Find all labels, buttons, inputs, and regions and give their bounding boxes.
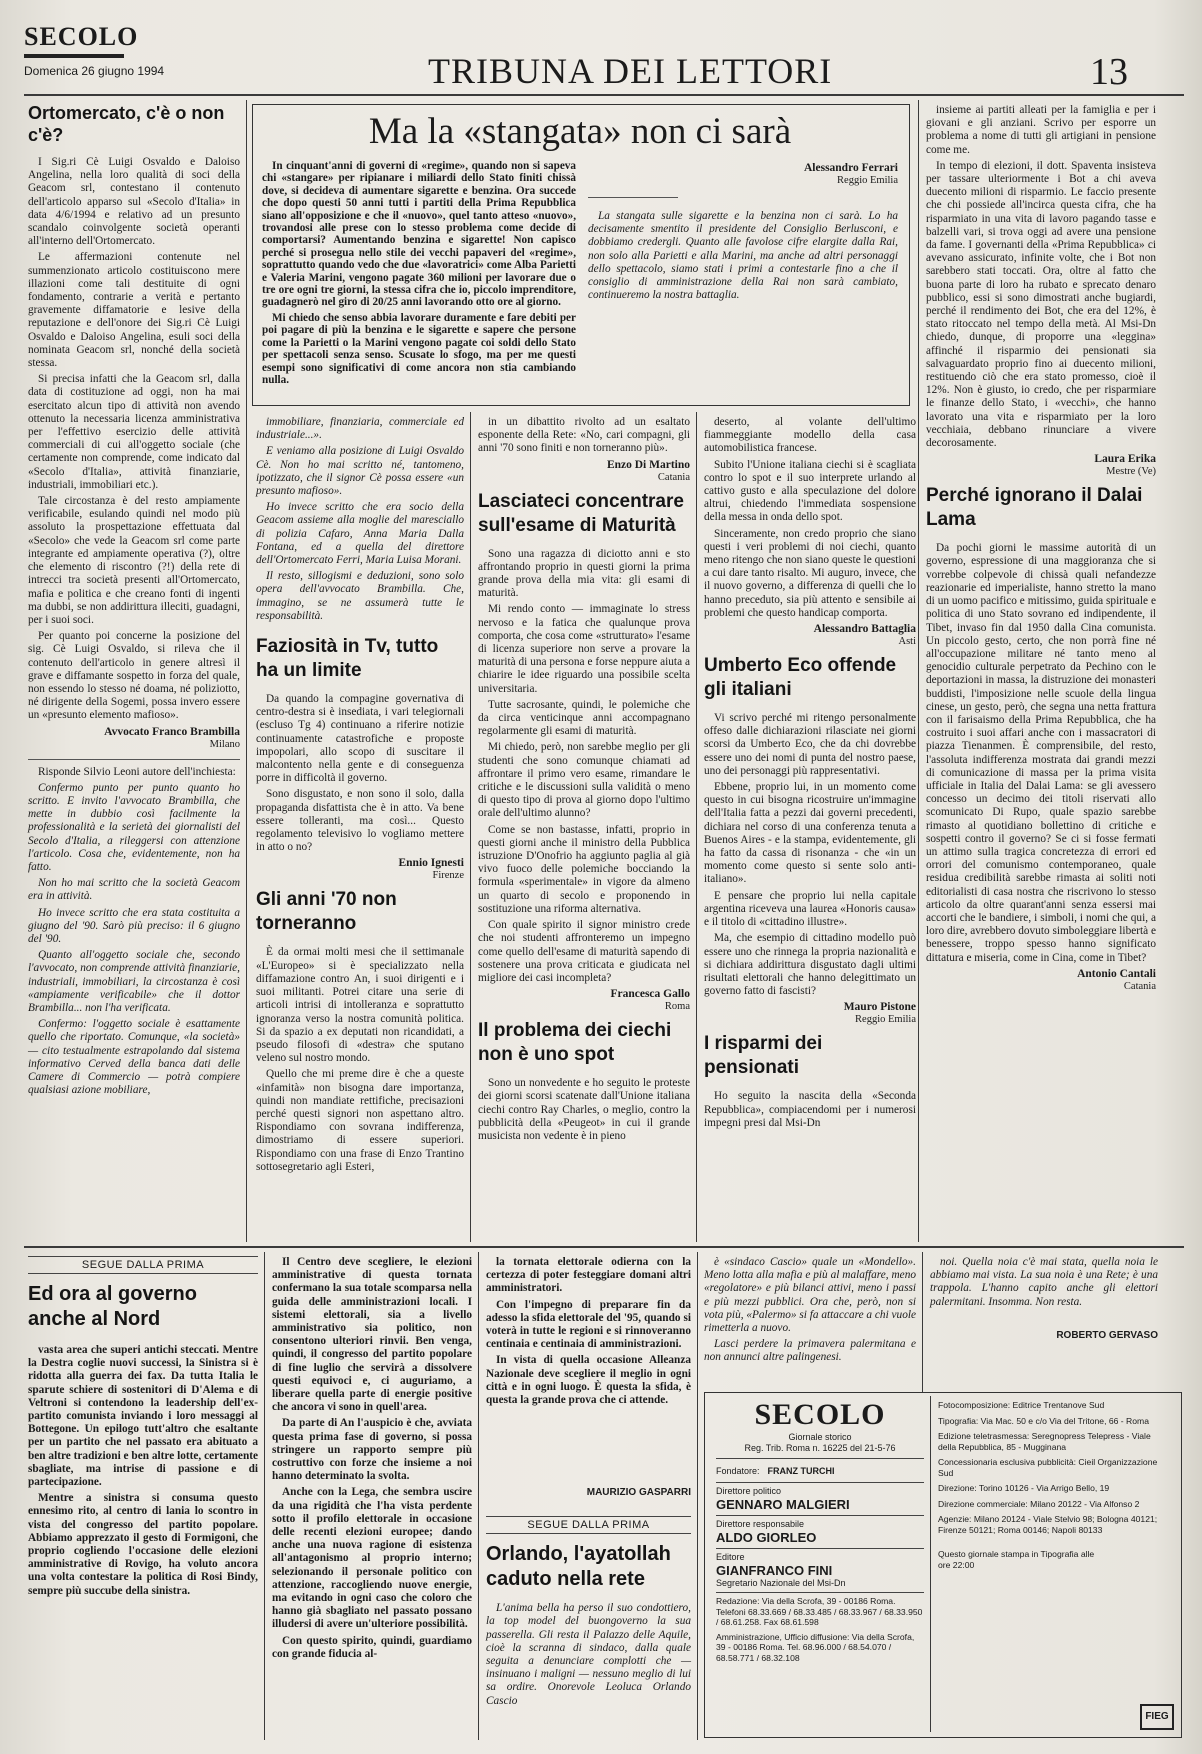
- signature: Avvocato Franco Brambilla: [104, 725, 240, 738]
- paragraph: I Sig.ri Cè Luigi Osvaldo e Daloiso Angelina, nella loro qualità di soci della Geacom srl, contestano il contenuto dell'articolo apparso sul «Secolo d'Italia» in data 4/6/1994 e relativo ad un presunto scandalo coinvolgente società operanti all'interno dell'Ortomercato.: [28, 156, 240, 248]
- paragraph: la tornata elettorale odierna con la certezza di poter festeggiare domani altri amministratori.: [486, 1256, 691, 1295]
- column-rule: [697, 1252, 698, 1740]
- city: Roma: [664, 1001, 690, 1013]
- column-rule: [478, 1252, 479, 1740]
- column-4: [704, 416, 916, 1133]
- masthead-line: Agenzie: Milano 20124 - Viale Stelvio 98; Bologna 40121; Firenze 50121; Roma 00146; Napoli 80133: [938, 1514, 1158, 1535]
- masthead-line: Direzione: Torino 10126 - Via Arrigo Bello, 19: [938, 1483, 1110, 1493]
- paragraph: Il resto, sillogismi e deduzioni, sono solo opera dell'avvocato Brambilla. Che, immagino, se ne assumerà tutte le responsabilità.: [256, 570, 464, 622]
- letter-title: Umberto Eco offende gli italiani: [704, 655, 897, 701]
- paragraph: Ho invece scritto che era stata costituita a giugno del '90. Sarò più preciso: il 6 giugno del '90.: [28, 906, 240, 945]
- paragraph: È da ormai molti mesi che il settimanale «L'Europeo» si è specializzato nella diffamazione contro An, i suoi dirigenti e i suoi militanti. Potrei citare una serie di articoli intrisi di intolleranza e soprattutto ignoranza verso la nostra comunità politica. Si da spazio a ex deputati non ricandidati, a pseudo filosofi di «destra» che sputano veleno sul nostro mondo.: [256, 946, 464, 1065]
- bottom-col-3: [486, 1256, 691, 1711]
- masthead-reg: Reg. Trib. Roma n. 16225 del 21-5-76: [744, 1443, 896, 1453]
- publisher-label: Editore: [716, 1552, 745, 1562]
- letter-title: Il problema dei ciechi non è uno spot: [478, 1020, 672, 1066]
- kicker: SEGUE DALLA PRIMA: [28, 1256, 258, 1274]
- paragraph: Subito l'Unione italiana ciechi si è scagliata contro lo spot e il suo interprete urlando al cattivo gusto e alla speculazione del dolore altrui, chiedendo l'immediata sospensione della messa in onda dello spot.: [704, 458, 916, 524]
- bottom-col-1: [28, 1256, 258, 1601]
- paragraph: Mi chiedo, però, non sarebbe meglio per gli studenti che sono comunque chiamati ad affrontare il primo vero esame, rimandare le critiche e le discussioni sulla validità o meno di questo tipo di prova al giorno dopo l'ultimo orale dell'ultimo alunno?: [478, 741, 690, 820]
- paragraph: immobiliare, finanziaria, commerciale ed industriale...».: [256, 416, 464, 442]
- signature: Alessandro Battaglia: [813, 623, 916, 636]
- resp-director-name: ALDO GIORLEO: [716, 1530, 817, 1545]
- letter-title: Faziosità in Tv, tutto ha un limite: [256, 636, 439, 682]
- paragraph: insieme ai partiti alleati per la famiglia e per i giovani e gli anziani. Scrivo per esporre un problema a nome di tutti gli artigiani in pensione come me.: [926, 104, 1156, 156]
- paragraph: Il Centro deve scegliere, le elezioni amministrative di questa tornata confermano la sua totale scomparsa nella guida delle amministrazioni locali. I sistemi elettorali, sia a livello amministrativo sia politico, non consentono ulteriori rinvii. Ben venga, quindi, il congresso del partito popolare di fine luglio che servirà a dissolvere questi equivoci e, ci auguriamo, a liberare quella parte di energie positive che ancora vi sono in quell'area.: [272, 1256, 472, 1414]
- paragraph: Confermo punto per punto quanto ho scritto. E invito l'avvocato Brambilla, che mette in dubbio così facilmente la professionalità e la serietà dei giornalisti del Secolo d'Italia, a rileggersi con attenzione l'articolo. Cosa che, evidentemente, non ha fatto.: [28, 781, 240, 873]
- orlando-body: [486, 1602, 691, 1708]
- section-title: TRIBUNA DEI LETTORI: [428, 51, 833, 91]
- paragraph: noi. Quella noia c'è mai stata, quella noia le abbiamo mai vista. La sua noia è una Rete; è una trappola. L'hanno capito anche gli elettori palermitani. Insomma. Non resta.: [930, 1256, 1158, 1308]
- signature: Enzo Di Martino: [606, 458, 690, 471]
- article-title: Ed ora al governo anche al Nord: [28, 1283, 197, 1330]
- founder-name: FRANZ TURCHI: [767, 1466, 835, 1476]
- masthead-line: Concessionaria esclusiva pubblicità: Cieil Organizzazione Sud: [938, 1457, 1158, 1478]
- city: Catania: [1123, 980, 1156, 992]
- col1-continuation: [256, 416, 464, 623]
- masthead-right: [938, 1400, 1170, 1570]
- paragraph: Come se non bastasse, infatti, proprio in questi giorni anche il ministro della Pubblica istruzione D'Onofrio ha aggiunto paglia al già vivo fuoco delle polemiche bocciando la formula «sperimentale» in vigore da almeno un quarto di secolo e proponendo in sostituzione una riforma alternativa.: [478, 823, 690, 915]
- bottom-section-rule: [24, 1246, 1184, 1248]
- bottom-col-2: [272, 1256, 472, 1664]
- letter-title: Gli anni '70 non torneranno: [256, 889, 397, 935]
- letter-title: Lasciateci concentrare sull'esame di Maturità: [478, 490, 684, 536]
- issue-date: Domenica 26 giugno 1994: [24, 64, 165, 78]
- signature: Alessandro Ferrari: [803, 162, 898, 174]
- letter-title: I risparmi dei pensionati: [704, 1033, 823, 1079]
- page-number: 13: [1090, 51, 1128, 93]
- reply-body: [28, 782, 240, 1098]
- paragraph: Mi chiedo che senso abbia lavorare duramente e fare debiti per poi pagare di più la benzina e le sigarette e sapere che persone come la Parietti o la Marini vengono pagate coi soldi dello Stato per spettacoli senza senso. Scusate lo sfogo, ma per me questi esempi sono significativi di come ancora non stia cambiando nulla.: [262, 311, 576, 386]
- masthead-sub: Giornale storico: [788, 1432, 852, 1442]
- kicker: SEGUE DALLA PRIMA: [486, 1516, 691, 1534]
- resp-director-label: Direttore responsabile: [716, 1519, 805, 1529]
- paragraph: Tutte sacrosante, quindi, le polemiche che da circa venticinque anni accompagnano regolarmente gli esami di maturità.: [478, 698, 690, 738]
- paragraph: Le affermazioni contenute nel summenzionato articolo costituiscono mere illazioni come tali destituite di ogni fondamento, contrarie a verità e pertanto gravemente diffamatorie e lesive della reputazione e dell'onore dei Sig.ri Cè Luigi Osvaldo e Daloiso Angelina, esuli soci della nominata Geacom srl, nonché della società stessa.: [28, 251, 240, 370]
- masthead-divider: [930, 1396, 931, 1732]
- director-label: Direttore politico: [716, 1486, 782, 1496]
- column-rule: [696, 412, 697, 1242]
- paragraph: Con questo spirito, quindi, guardiamo con grande fiducia al-: [272, 1634, 472, 1660]
- signature: Antonio Cantali: [1077, 967, 1156, 980]
- reply-intro: Risponde Silvio Leoni autore dell'inchiesta:: [38, 765, 236, 778]
- editor-response: [588, 210, 898, 302]
- paragraph: Sono un nonvedente e ho seguito le proteste dei giorni scorsi scatenate dall'Unione italiana ciechi contro Ray Charles, o meglio, contro la pubblicità della «Peugeot» in cui il grande musicista non vedente è in pieno: [478, 1077, 690, 1142]
- paragraph: deserto, al volante dell'ultimo fiammeggiante modello della casa automobilistica francese.: [704, 416, 916, 455]
- paper-name-underline: [24, 54, 124, 58]
- column-1: [28, 100, 240, 1100]
- paragraph: Vi scrivo perché mi ritengo personalmente offeso dalle dichiarazioni rilasciate nei giorni scorsi da Umberto Eco, che da chi dovrebbe essere uno dei nomi di punta del nostro paese, uno dei personaggi più rappresentativi.: [704, 712, 916, 777]
- paragraph: Ho invece scritto che era socio della Geacom assieme alla moglie del maresciallo di polizia Cafaro, Anna Maria Dalla Fontana, ed a quella del direttore dell'Ortomercato Ferri, Maria Luisa Morani.: [256, 501, 464, 567]
- column-rule: [470, 412, 471, 1242]
- paragraph: In cinquant'anni di governi di «regime», quando non si sapeva chi «stangare» per ripianare i miliardi dello Stato finiti chissà dove, si decideva di aumentare sigarette e benzina. Ora succede che dopo questi 50 anni tutti i partiti della Prima Repubblica siano all'opposizione e che il «nuovo», quel tanto atteso «nuovo», trovandosi alle prese con lo stesso problema come decide di comportarsi? Aumentando benzina e sigarette! Non capisco perché si prosegua nello stile dei vecchi papaveri del «regime», soprattutto quando vedo che due «lavoratrici» come Alba Parietti e Valeria Marini, vengono pagate 360 milioni per lavorare due o tre ore ogni tre giorni, la stessa cifra che io, piccolo imprenditore, guadagnerò nel giro di 20/25 anni lavorando otto ore al giorno.: [262, 160, 576, 309]
- city: Milano: [209, 738, 240, 750]
- paragraph: Sinceramente, non credo proprio che siano questi i veri problemi di noi ciechi, quanto meno ritengo che non siano queste le questioni a cui dare tanto risalto. Mi auguro, invece, che il nuovo governo, a differenza di quelli che lo hanno preceduto, sia più attento e sensibile ai problemi che questo handicap comporta.: [704, 527, 916, 619]
- city: Mestre (Ve): [1106, 466, 1156, 478]
- city: Reggio Emilia: [837, 175, 898, 186]
- paragraph: Mi rendo conto — immaginate lo stress nervoso e la fatica che qualunque prova comporta, che cosa come «strutturato» l'esame di licenza superiore non serve a provare la maturità di una persona e forse neppure aiuta a chiarire le idee riguardo una possibile scelta universitaria.: [478, 603, 690, 695]
- paragraph: Da pochi giorni le massime autorità di un governo, espressione di una maggioranza che si vorrebbe colpevole di chissà quali nefandezze reazionarie ed imperialiste, hanno stretto la mano di un uomo pacifico e mitissimo, guida spirituale e politica di uno Stato sovrano ed indipendente, il Tibet, invaso fin dal 1950 dalla Cina comunista. Un piccolo gesto, certo, che non porrà fine né all'occupazione militare né tanto meno al genocidio culturale perpetrato da Pechino con le deportazioni in massa, la distruzione dei monasteri buddisti, l'imposizione nelle scuole della lingua cinese, un gesto, però, che segna una netta frattura con il farisaismo della Prima Repubblica, che ha costruito i suoi affari anche con i massacratori di piazza Tienanmen. È comprensibile, del resto, l'assoluta indifferenza mostrata dai grandi mezzi di comunicazione di massa per la prima visita ufficiale in Italia del Dalai Lama: se gli avessero concesso un decimo dei titoli riservati allo scomunicato Di Rupo, quale spazio sarebbe rimasto al quotidiano bollettino di critiche e sospetti contro il governo? Se ci si fosse fermati un attimo sulla tragica concretezza di errori ed orrori del comunismo contemporaneo, quale residua credibilità sarebbe rimasta ai soliti noti editorialisti di casa nostra che riscrivono lo stesso articolo da oltre quarant'anni senza essersi mai accorti che le bandiere, i simboli, i nomi che qui, a loro dire, avrebbero dovuto simboleggiare libertà e benessere, troppo spesso hanno significato dittatura e miseria, come in Cina, come in Tibet?: [926, 542, 1156, 964]
- paragraph: Quello che mi preme dire è che a queste «infamità» non bisogna dare importanza, quindi non mandiate rettifiche, precisazioni perché questi signori non aspettano altro. Rispondiamo con sovrana indifferenza, dimostriamo di essere superiori. Rispondiamo con una frase di Enzo Trantino sottosegretario agli Esteri,: [256, 1068, 464, 1173]
- article-title: Orlando, l'ayatollah caduto nella rete: [486, 1543, 671, 1591]
- director-name: GENNARO MALGIERI: [716, 1497, 850, 1512]
- divider: [588, 197, 678, 198]
- publisher-name: GIANFRANCO FINI: [716, 1563, 833, 1578]
- paragraph: in un dibattito rivolto ad un esaltato esponente della Rete: «No, cari compagni, gli anni '70 sono finiti e non torneranno più».: [478, 416, 690, 455]
- paragraph: Ma, che esempio di cittadino modello può essere uno che rinnega la propria nazionalità e si dichiara addirittura disgustato dagli ultimi risultati elettorali che hanno delegittimato un governo fatto di fascisti?: [704, 932, 916, 998]
- paragraph: è «sindaco Cascio» quale un «Mondello». Meno lotta alla mafia e più al malaffare, meno «regolatore» e più bilanci attivi, meno i passi e più mezzi pubblici. Ora che, però, non si vota più, «Palermo» si fa attaccare a chi vuole rimetterla a nuovo.: [704, 1256, 916, 1335]
- paragraph: Sono disgustato, e non sono il solo, dalla propaganda disfattista che è in atto. Va bene essere tolleranti, ma così... Questo regolamento televisivo lo vogliamo mettere in atto o no?: [256, 788, 464, 854]
- paragraph: vasta area che superi antichi steccati. Mentre la Destra coglie nuovi successi, la Sinistra si è ridotta alla guerra dei fax. Da tutta Italia le sparute schiere di sostenitori di D'Alema e di Veltroni si contendono la leadership dell'ex-partito comunista inviando i loro messaggi al Bottegone. Un epilogo tutt'altro che esaltante per un partito che nel passato era abituato a ben altre tradizioni e ben altre lotte, certamente sbagliate, ma intrise di passione e di partecipazione.: [28, 1344, 258, 1489]
- paragraph: La stangata sulle sigarette e la benzina non ci sarà. Lo ha decisamente smentito il presidente del Consiglio Berlusconi, e dobbiamo credergli. Quanto alle favolose cifre elargite dalla Rai, non solo alla Parietti e alla Marini, ma anche ad altri personaggi dello spettacolo, siamo stati i primi a contestarle fino a che il consiglio di amministrazione della Rai non sarà cambiato, continueremo la nostra battaglia.: [588, 210, 898, 302]
- paragraph: Per quanto poi concerne la posizione del sig. Cè Luigi Osvaldo, si rileva che il contenuto dell'articolo in genere altresì il grave e diffamante sospetto in forza del quale, non essendo lo stesso né doama, né poliziotto, né dirigente della Sogemi, possa invero essere un «presunto elemento mafioso».: [28, 630, 240, 722]
- signature: Ennio Ignesti: [398, 857, 464, 870]
- paragraph: Con l'impegno di preparare fin da adesso la sfida elettorale del '95, quando si voterà in tutte le regioni e si rinnoveranno centinaia e centinaia di amministrazioni.: [486, 1298, 691, 1351]
- signature: Francesca Gallo: [610, 988, 690, 1001]
- masthead-line: Questo giornale stampa in Tipografia alle ore 22:00: [938, 1549, 1095, 1570]
- divider: [28, 759, 240, 760]
- city: Reggio Emilia: [855, 1014, 916, 1026]
- paragraph: Da parte di An l'auspicio è che, avviata questa prima fase di governo, si possa stringere un rapporto sempre più costruttivo con forze che insieme a noi hanno determinato la svolta.: [272, 1417, 472, 1483]
- city: Firenze: [432, 870, 464, 882]
- founder-label: Fondatore:: [716, 1466, 760, 1476]
- column-3: [478, 416, 690, 1146]
- column-5: [926, 104, 1156, 999]
- paragraph: Ebbene, proprio lui, in un momento come questo in cui bisogna ricostruire un'immagine dell'Italia fatta a pezzi dai governi precedenti, dichiara nel corso di una conferenza tenuta a Buenos Aires - e la stampa, evidentemente, gli ha fatto da cassa di risonanza - che «in un momento come questo si sente solo anti-italiano».: [704, 781, 916, 886]
- signature: Laura Erika: [1094, 453, 1156, 466]
- masthead-line: Direzione commerciale: Milano 20122 - Via Alfonso 2: [938, 1498, 1140, 1509]
- redazione: Redazione: Via della Scrofa, 39 - 00186 Roma. Telefoni 68.33.669 / 68.33.485 / 68.33.967 / 68.33.950 / 68.61.258. Fax 68.61.598: [716, 1596, 923, 1627]
- paragraph: Anche con la Lega, che sembra uscire da una rigidità che l'ha vista perdente sotto il profilo elettorale in occasione delle recenti elezioni europee; dando anche una nuova ragione di esistenza all'antagonismo al proprio interno; selezionando il personale politico con attenzione, raccogliendo nuove energie, ma evitando in ogni caso che coloro che hanno già sbagliato nel passato possano illudersi di avere un'ulteriore possibilità.: [272, 1486, 472, 1631]
- paragraph: Non ho mai scritto che la società Geacom era in attività.: [28, 877, 240, 903]
- paragraph: Si precisa infatti che la Geacom srl, dalla data di costituzione ad oggi, non ha mai esercitato alcun tipo di attività non avendo ottenuto la necessaria licenza amministrativa per l'effettivo esercizio delle attività commerciali di cui all'oggetto sociale (che certamente non comprende, come indicato dal «Secolo d'Italia», attività finanziarie, industriali, immobiliari etc.).: [28, 373, 240, 491]
- masthead-line: Edizione teletrasmessa: Seregnopress Telepress - Viale della Repubblica, 85 - Mugginana: [938, 1431, 1151, 1452]
- column-rule: [922, 1252, 923, 1392]
- bottom-col-5-top: [930, 1256, 1158, 1312]
- city: Asti: [898, 636, 916, 648]
- paragraph: In tempo di elezioni, il dott. Spaventa insisteva per tassare ulteriormente i Bot a chi aveva duecento milioni di risparmio. Le faccio presente che chi possiede all'incirca questa cifra, che ha risparmiato in una vita di lavoro pagando tasse e balzelli vari, si trova oggi ad avere una pensione da fame. I governanti della «Prima Repubblica» ci avevano assicurato, infinite volte, che i Bot non sarebbero stati toccati. Ora, oltre al fatto che buona parte di loro ha rubato e sprecato denaro pubblico, essi si sono dimostrati anche bugiardi, perché il rendimento dei Bot, che era del 12%, è stato ritoccato nel tempo della metà. Al Msi-Dn chiedo, dunque, di proporre una «leggina» affinché il risparmio dei pensionati sia salvaguardato proprio fino ai duecento milioni, restituendo ciò che era stato promesso, cioè il 12%. Non è giusto, io credo, che per risparmiare le finanze dello Stato, i «vecchi», che hanno lavorato una vita e risparmiato per la loro vecchiaia, debbano rinunciare a vivere decorosamente.: [926, 159, 1156, 450]
- masthead-line: Tipografia: Via Mac. 50 e c/o Via del Tritone, 66 - Roma: [938, 1415, 1149, 1426]
- paragraph: Da quando la compagine governativa di centro-destra si è insediata, i vari telegiornali (escluso Tg 4) continuano a riferire notizie continuamente catastrofiche e proposte impopolari, allo scopo di suscitare il malcontento nella gente e di conseguenza porre in difficoltà il governo.: [256, 693, 464, 785]
- signature: ROBERTO GERVASO: [1056, 1330, 1158, 1341]
- paragraph: Quanto all'oggetto sociale che, secondo l'avvocato, non comprende attività finanziarie, industriali, immobiliari, la circostanza è così «ampiamente verificabile» che il dottor Brambilla... non l'ha verificata.: [28, 949, 240, 1014]
- main-letter-left: [262, 160, 576, 389]
- paragraph: E veniamo alla posizione di Luigi Osvaldo Cè. Non ho mai scritto né, tantomeno, ipotizzato, che il signor Cè possa essere «un presunto mafioso».: [256, 445, 464, 498]
- city: Catania: [657, 471, 690, 483]
- ortomercato-body: [28, 156, 240, 723]
- letter-title: Perché ignorano il Dalai Lama: [926, 485, 1143, 531]
- header-rule: [24, 94, 1184, 96]
- fieg-logo: FIEG: [1140, 1704, 1174, 1730]
- paper-name: SECOLO: [24, 22, 139, 51]
- paragraph: L'anima bella ha perso il suo condottiero, la top model del buongoverno la sua passerella. Gli resta il Palazzo delle Aquile, cioè la scranna di sindaco, dalla quale seguita a denunciare complotti che — insinuano i maligni — nessuno meglio di lui sa ordire. Onorevole Leoluca Orlando Cascio: [486, 1602, 691, 1707]
- paragraph: Ho seguito la nascita della «Seconda Repubblica», compiacendomi per i numerosi impegni presi dal Msi-Dn: [704, 1090, 916, 1129]
- paragraph: In vista di quella occasione Alleanza Nazionale deve scegliere il meglio in ogni città e in ogni luogo. È questa la sfida, è questa la grande prova che ci attende.: [486, 1354, 691, 1407]
- paragraph: E pensare che proprio lui nella capitale argentina riceveva una laurea «Honoris causa» e il titolo di «cittadino illustre».: [704, 889, 916, 929]
- paragraph: Sono una ragazza di diciotto anni e sto affrontando proprio in questi giorni la prima grande prova della mia vita: gli esami di maturità.: [478, 547, 690, 600]
- column-rule: [918, 100, 919, 1242]
- signature: Mauro Pistone: [843, 1001, 916, 1014]
- column-2: [256, 416, 464, 1177]
- main-headline: Ma la «stangata» non ci sarà: [368, 111, 792, 152]
- main-letter-right: [588, 160, 898, 305]
- paragraph: Tale circostanza è del resto ampiamente verificabile, esulando quindi nel modo più assoluto la prospettazione effettuata dal «Secolo» che vede la Geacom srl come parte integrante ed ampiamente operativa (?), oltre che elemento di riscontro (?!) della rete di intrecci tra società presenti all'Ortomercato, mafia e politica e che creano fonti di ingenti ma dubbi, se non addirittura illeciti, guadagni, per i suoi soci.: [28, 495, 240, 626]
- publisher-sub: Segretario Nazionale del Msi-Dn: [716, 1578, 846, 1588]
- column-rule: [246, 100, 247, 1242]
- amministrazione: Amministrazione, Ufficio diffusione: Via della Scrofa, 39 - 00186 Roma. Tel. 68.96.000 / 68.54.070 / 68.58.771 / 68.32.108: [716, 1631, 915, 1663]
- paragraph: Mentre a sinistra si consuma questo ennesimo rito, al centro di lania lo scontro in vista del congresso del partito popolare. Abbiamo apprezzato il gesto di Formigoni, che proprio cogliendo l'occasione delle elezioni amministrative di Rovigo, ha voluto ancora una volta contestare la politica di Rosi Bindy, sempre più succube della sinistra.: [28, 1492, 258, 1597]
- signature: MAURIZIO GASPARRI: [586, 1487, 691, 1499]
- bottom-col-4-top: [704, 1256, 916, 1368]
- column-rule: [264, 1252, 265, 1740]
- masthead-left: [716, 1398, 924, 1663]
- masthead-line: Fotocomposizione: Editrice Trentanove Sud: [938, 1400, 1105, 1410]
- paragraph: Lasci perdere la primavera palermitana e non annunci altre palingenesi.: [704, 1338, 916, 1364]
- paragraph: Confermo: l'oggetto sociale è esattamente quello che riportato. Comunque, «la società» — cito testualmente estrapolando dal sistema informativo Cerved della banca dati delle Camere di Commercio — potrà compiere qualsiasi azione mobiliare,: [28, 1018, 240, 1097]
- masthead-logo: SECOLO: [754, 1398, 886, 1431]
- article-title-ortomercato: Ortomercato, c'è o non c'è?: [28, 103, 225, 145]
- paragraph: Con quale spirito il signor ministro crede che noi studenti affronteremo un impegno come quello dell'esame di maturità sapendo di sostenere una prova criticata e giudicata nel migliore dei casi incompleta?: [478, 919, 690, 984]
